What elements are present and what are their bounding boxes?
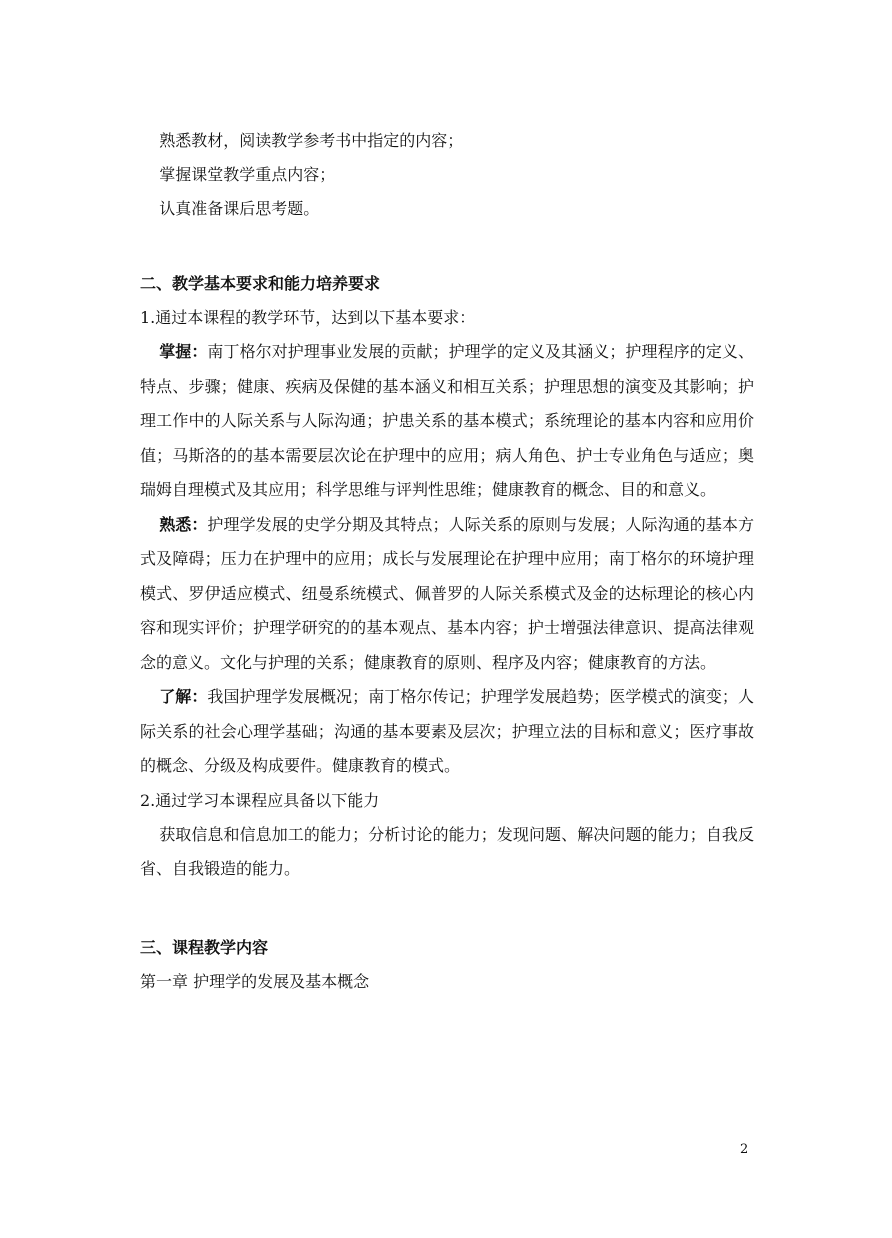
understand-label: 了解： <box>159 687 208 706</box>
familiar-text: 护理学发展的史学分期及其特点；人际关系的原则与发展；人际沟通的基本方式及障碍；压力在护理中的应用；成长与发展理论在护理中应用；南丁格尔的环境护理模式、罗伊适应模式、纽曼系统模式、佩普罗的人际关系模式及金的达标理论的核心内容和现实评价；护理学研究的的基本观点、基本内容；护士增强法律意识、提高法律观念的意义。文化与护理的关系；健康教育的原则、程序及内容；健康教育的方法。 <box>140 514 754 672</box>
page-content <box>140 124 754 999</box>
abilities-paragraph: 获取信息和信息加工的能力；分析讨论的能力；发现问题、解决问题的能力；自我反省、自我锻造的能力。 <box>140 824 754 878</box>
section-2-item-2-title: 2.通过学习本课程应具备以下能力 <box>140 790 380 810</box>
chapter-1-title: 第一章 护理学的发展及基本概念 <box>140 971 370 991</box>
understand-paragraph <box>140 680 754 784</box>
intro-item-1: 熟悉教材，阅读教学参考书中指定的内容； <box>159 131 464 150</box>
spacer <box>140 887 754 931</box>
page-number: 2 <box>740 1142 749 1157</box>
intro-item-2: 掌握课堂教学重点内容； <box>159 165 336 184</box>
familiar-paragraph <box>140 508 754 681</box>
familiar-label: 熟悉： <box>159 514 208 534</box>
section-3-heading: 三、课程教学内容 <box>140 937 269 957</box>
master-paragraph <box>140 335 754 508</box>
section-2-heading: 二、教学基本要求和能力培养要求 <box>140 274 381 293</box>
master-label: 掌握： <box>159 342 208 361</box>
understand-text: 我国护理学发展概况；南丁格尔传记；护理学发展趋势；医学模式的演变；人际关系的社会心理学基础；沟通的基本要素及层次；护理立法的目标和意义；医疗事故的概念、分级及构成要件。健康教育的模式。 <box>140 687 754 775</box>
intro-item-3: 认真准备课后思考题。 <box>159 199 320 218</box>
section-2-item-1-title: 1.通过本课程的教学环节，达到以下基本要求： <box>140 308 476 327</box>
master-text: 南丁格尔对护理事业发展的贡献；护理学的定义及其涵义；护理程序的定义、特点、步骤；健康、疾病及保健的基本涵义和相互关系；护理思想的演变及其影响；护理工作中的人际关系与人际沟通；护患关系的基本模式；系统理论的基本内容和应用价值；马斯洛的的基本需要层次论在护理中的应用；病人角色、护士专业角色与适应；奥瑞姆自理模式及其应用；科学思维与评判性思维；健康教育的概念、目的和意义。 <box>140 342 754 499</box>
spacer <box>140 226 754 267</box>
